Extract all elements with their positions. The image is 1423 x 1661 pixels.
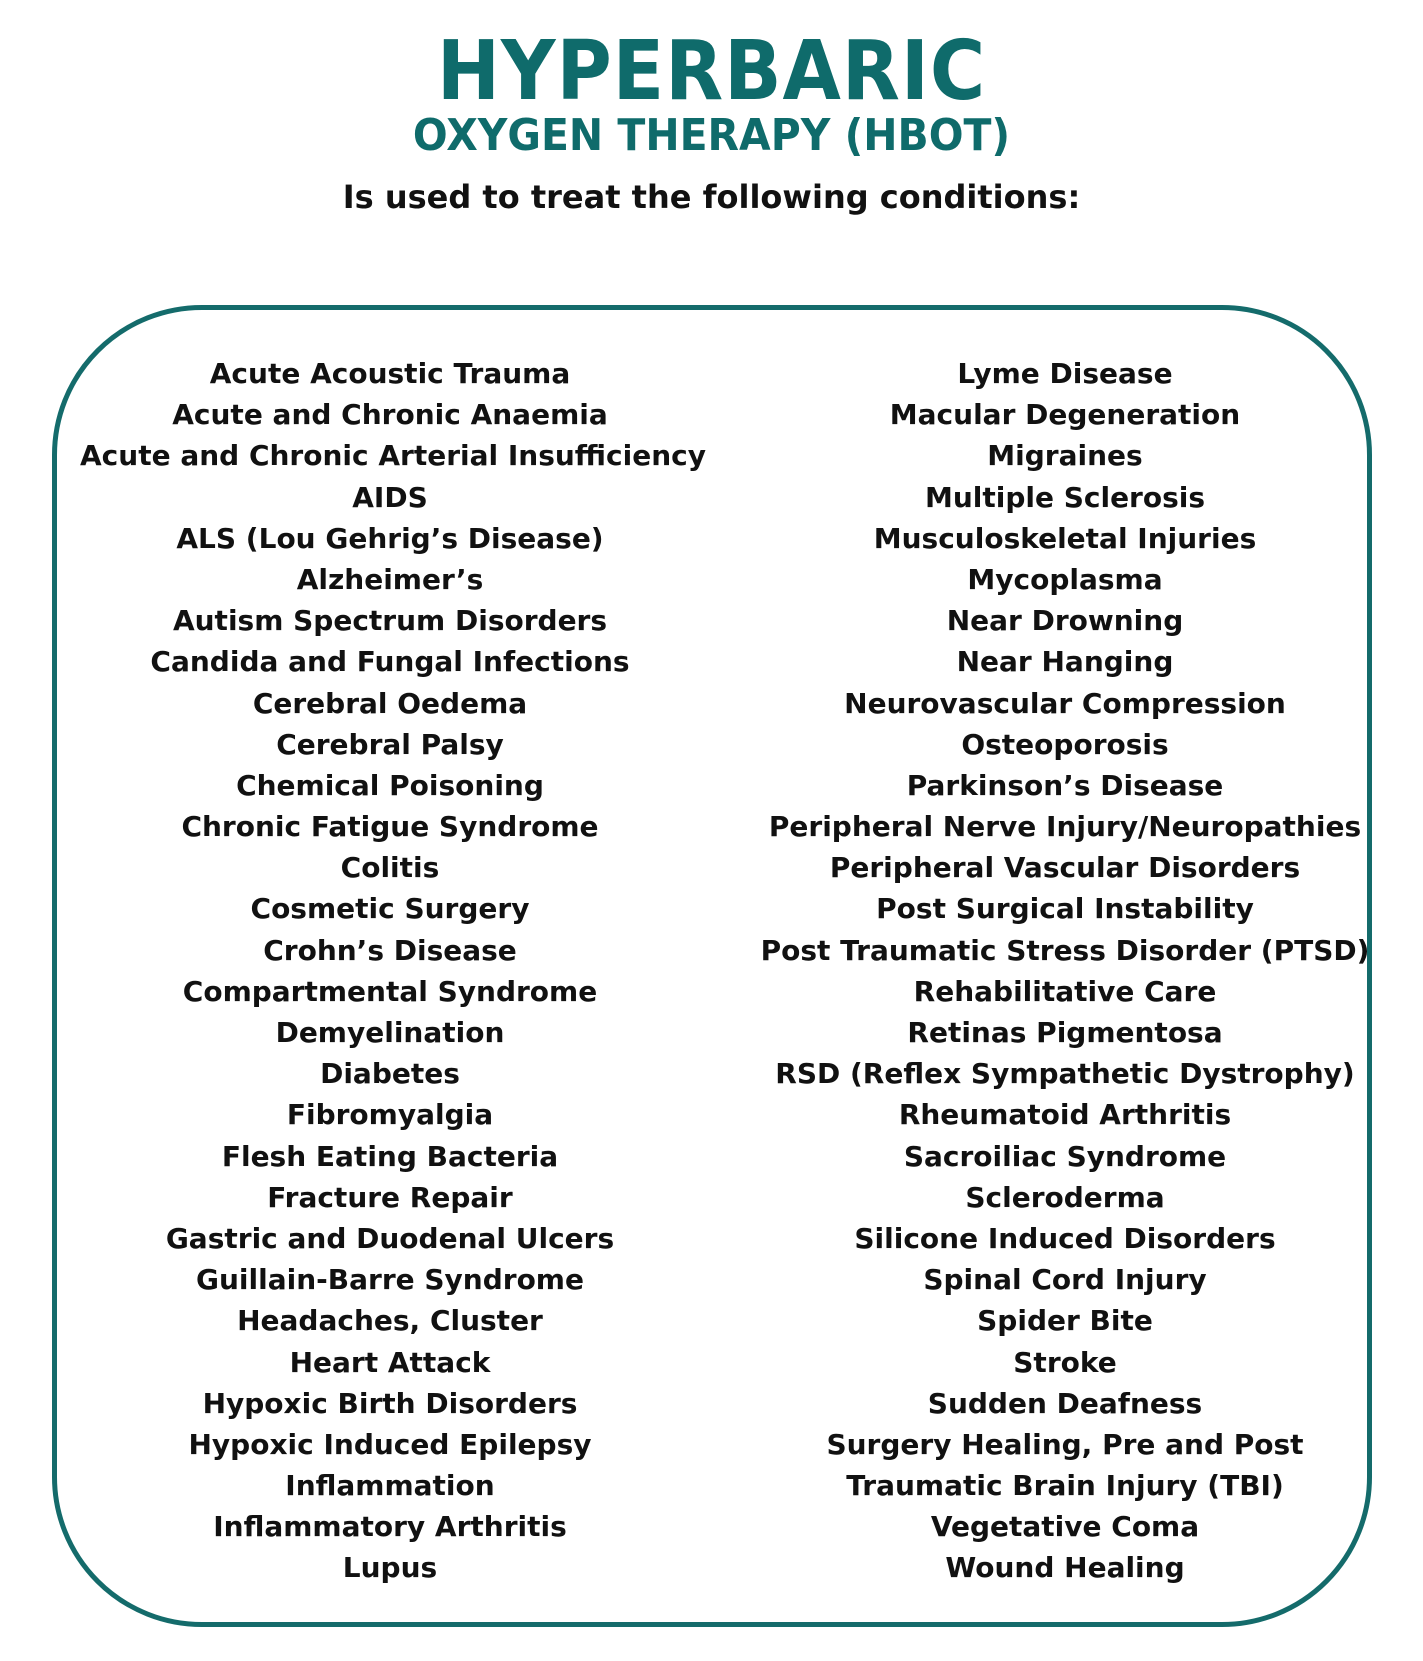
condition-item: AIDS (352, 480, 428, 514)
condition-item: Inflammation (285, 1469, 495, 1503)
condition-item: Hypoxic Induced Epilepsy (188, 1427, 592, 1461)
condition-item: Rheumatoid Arthritis (898, 1098, 1232, 1132)
condition-item: Silicone Induced Disorders (854, 1221, 1276, 1255)
condition-item: Diabetes (320, 1057, 460, 1091)
condition-item: Demyelination (275, 1016, 505, 1049)
condition-item: Lyme Disease (957, 357, 1173, 390)
condition-item: Sacroiliac Syndrome (903, 1139, 1227, 1173)
condition-item: Inflammatory Arthritis (213, 1510, 567, 1544)
condition-item: Surgery Healing, Pre and Post (826, 1427, 1304, 1461)
condition-item: Post Surgical Instability (876, 892, 1254, 926)
condition-item: Vegetative Coma (930, 1510, 1200, 1544)
condition-item: Parkinson’s Disease (906, 768, 1224, 802)
condition-item: Fibromyalgia (286, 1098, 494, 1132)
condition-item: Sudden Deafness (927, 1386, 1203, 1420)
condition-item: Alzheimer’s (296, 562, 484, 596)
intro-text: Is used to treat the following conditions: (342, 178, 1081, 216)
condition-item: Peripheral Vascular Disorders (829, 851, 1301, 885)
page-subtitle: OXYGEN THERAPY (HBOT) (412, 110, 1011, 161)
condition-item: Compartmental Syndrome (182, 974, 598, 1008)
condition-item: Flesh Eating Bacteria (221, 1139, 559, 1173)
condition-item: Chemical Poisoning (236, 768, 544, 802)
condition-item: Headaches, Cluster (237, 1304, 543, 1338)
condition-item: Gastric and Duodenal Ulcers (165, 1221, 615, 1255)
condition-item: Cosmetic Surgery (250, 892, 530, 926)
condition-item: Peripheral Nerve Injury/Neuropathies (768, 810, 1362, 844)
condition-item: Multiple Sclerosis (924, 480, 1206, 514)
condition-item: Scleroderma (965, 1180, 1165, 1214)
condition-item: Guillain-Barre Syndrome (196, 1263, 584, 1297)
condition-item: Acute and Chronic Arterial Insufficiency (80, 439, 706, 473)
condition-item: Wound Healing (945, 1551, 1185, 1585)
conditions-list-left (80, 353, 706, 1589)
condition-item: Acute Acoustic Trauma (209, 357, 571, 390)
condition-item: Spinal Cord Injury (923, 1263, 1207, 1297)
condition-item: Osteoporosis (961, 727, 1169, 761)
condition-item: Stroke (1013, 1345, 1117, 1379)
condition-item: Crohn’s Disease (263, 933, 517, 967)
condition-item: Neurovascular Compression (844, 686, 1286, 720)
condition-item: Traumatic Brain Injury (TBI) (846, 1469, 1284, 1503)
page-title: HYPERBARIC (436, 24, 987, 119)
condition-item: Near Drowning (946, 604, 1184, 638)
condition-item: Heart Attack (289, 1345, 491, 1379)
condition-item: Hypoxic Birth Disorders (202, 1386, 578, 1420)
condition-item: Mycoplasma (967, 562, 1163, 596)
condition-item: Autism Spectrum Disorders (172, 604, 608, 638)
condition-item: Migraines (987, 439, 1143, 473)
condition-item: Retinas Pigmentosa (907, 1016, 1223, 1049)
condition-item: Rehabilitative Care (913, 974, 1217, 1008)
condition-item: Colitis (340, 851, 440, 885)
condition-item: Chronic Fatigue Syndrome (181, 810, 599, 844)
condition-item: Post Traumatic Stress Disorder (PTSD) (760, 933, 1370, 967)
condition-item: Musculoskeletal Injuries (873, 521, 1257, 555)
condition-item: ALS (Lou Gehrig’s Disease) (176, 521, 604, 555)
condition-item: Cerebral Oedema (252, 686, 528, 720)
condition-item: Spider Bite (977, 1304, 1153, 1338)
condition-item: Fracture Repair (267, 1180, 513, 1214)
condition-item: Near Hanging (956, 645, 1174, 679)
conditions-list-right (745, 353, 1385, 1589)
condition-item: RSD (Reflex Sympathetic Dystrophy) (775, 1057, 1355, 1091)
condition-item: Acute and Chronic Anaemia (172, 398, 608, 432)
condition-item: Candida and Fungal Infections (150, 645, 630, 679)
condition-item: Cerebral Palsy (276, 727, 504, 761)
condition-item: Macular Degeneration (889, 398, 1241, 432)
condition-item: Lupus (342, 1551, 438, 1585)
